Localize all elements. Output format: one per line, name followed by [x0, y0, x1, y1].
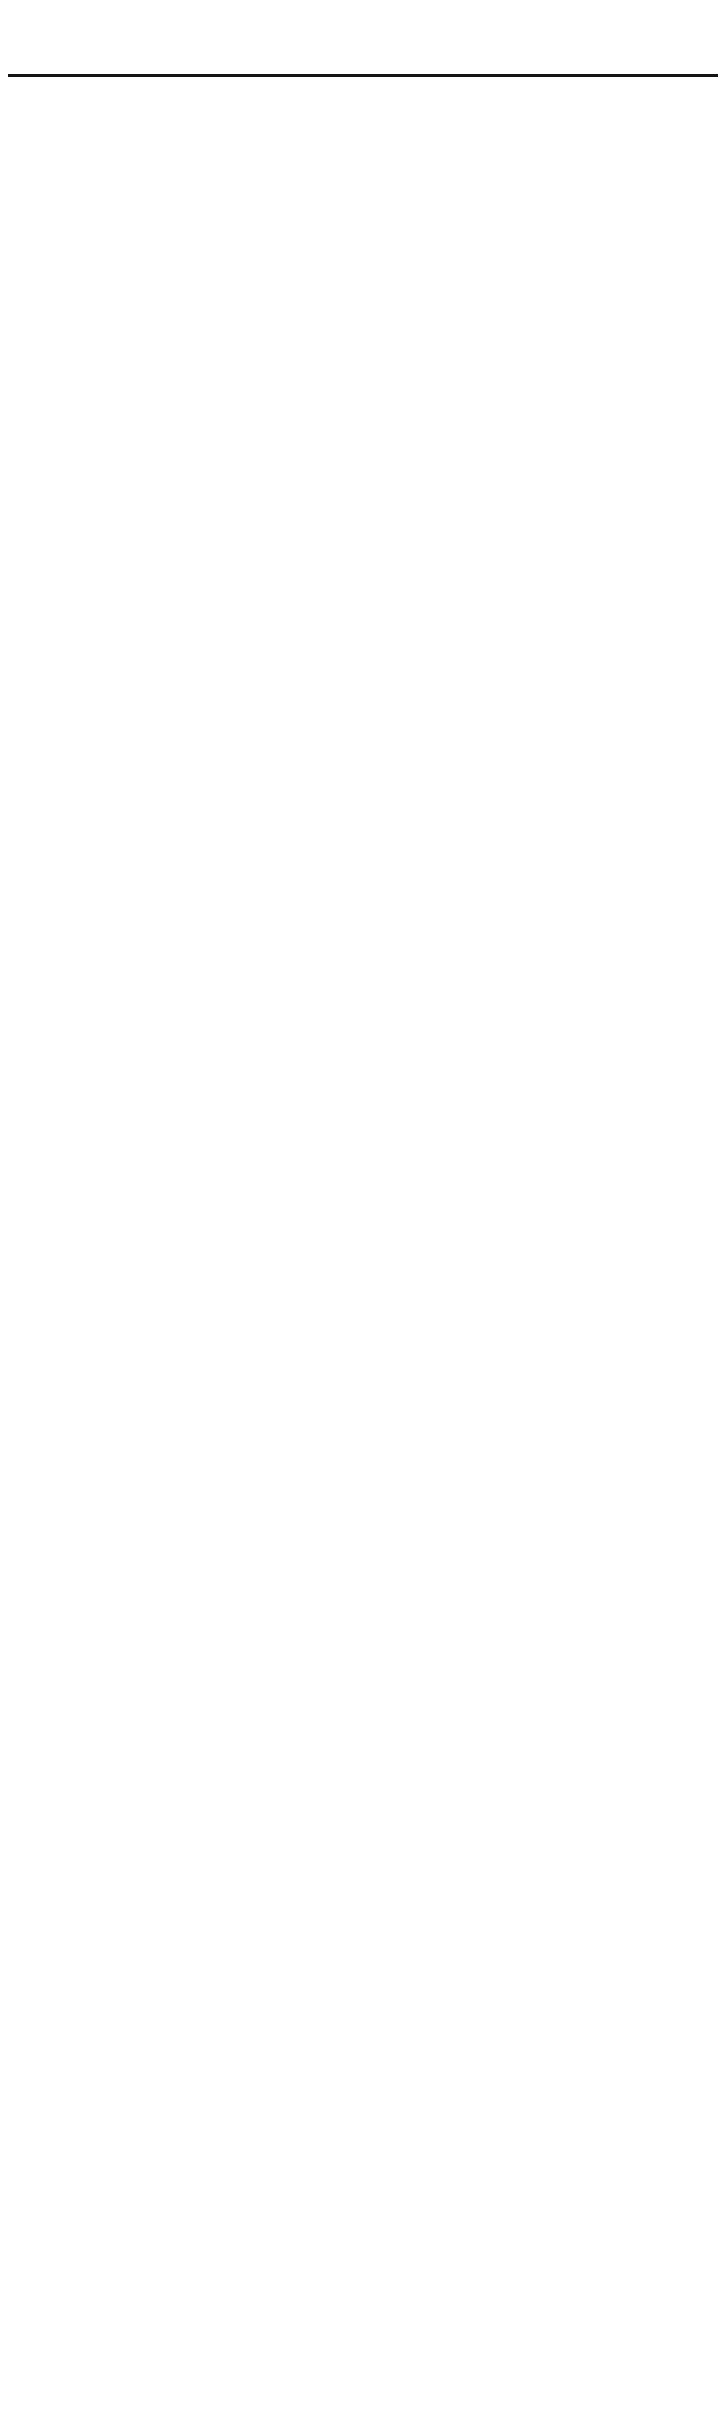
- header-rule: [8, 74, 718, 77]
